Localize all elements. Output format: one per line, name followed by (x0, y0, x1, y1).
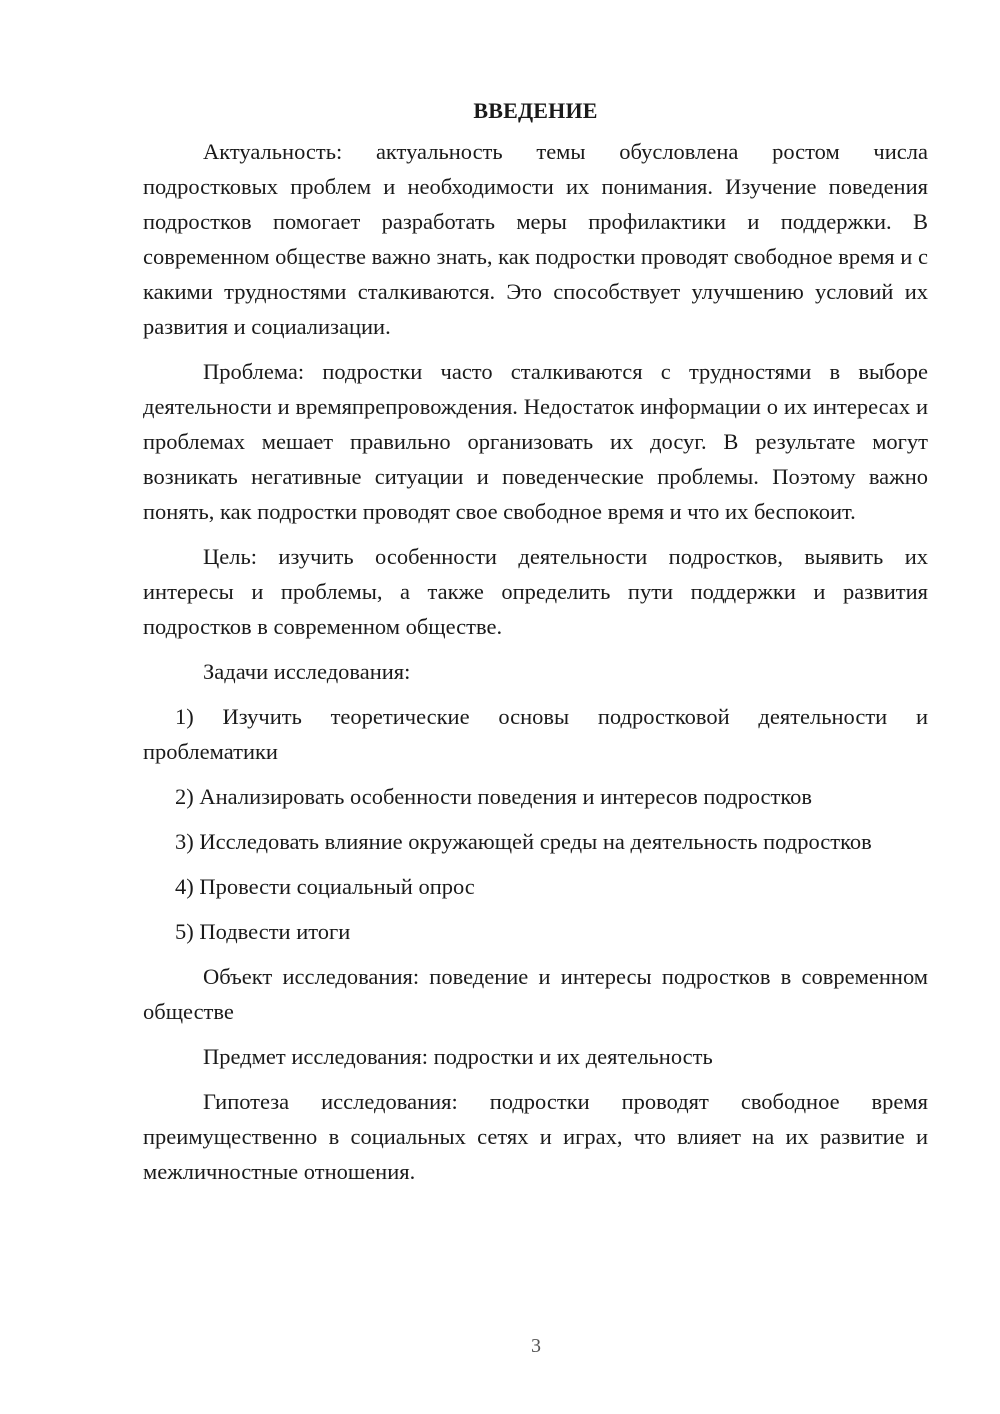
paragraph-subject: Предмет исследования: подростки и их деятельность (203, 1044, 713, 1069)
task-item-2: 2) Анализировать особенности поведения и интересов подростков (175, 784, 812, 809)
document-page (143, 93, 928, 1199)
document-title: ВВЕДЕНИЕ (473, 98, 598, 123)
tasks-heading: Задачи исследования: (203, 659, 411, 684)
task-item-1: 1) Изучить теоретические основы подростковой деятельности и проблематики (143, 704, 928, 764)
paragraph-problem: Проблема: подростки часто сталкиваются с трудностями в выборе деятельности и времяпрепровождения. Недостаток информации о их интересах и проблемах мешает правильно организовать их досуг. В результате могут возникать негативные ситуации и поведенческие проблемы. Поэтому важно понять, как подростки проводят свое свободное время и что их беспокоит. (143, 359, 928, 524)
page-number: 3 (531, 1335, 541, 1357)
task-item-5: 5) Подвести итоги (175, 919, 351, 944)
task-item-3: 3) Исследовать влияние окружающей среды на деятельность подростков (175, 829, 872, 854)
paragraph-goal: Цель: изучить особенности деятельности подростков, выявить их интересы и проблемы, а также определить пути поддержки и развития подростков в современном обществе. (143, 544, 928, 639)
paragraph-relevance: Актуальность: актуальность темы обусловлена ростом числа подростковых проблем и необходимости их понимания. Изучение поведения подростков помогает разработать меры профилактики и поддержки. В современном обществе важно знать, как подростки проводят свободное время и с какими трудностями сталкиваются. Это способствует улучшению условий их развития и социализации. (143, 139, 928, 339)
task-item-4: 4) Провести социальный опрос (175, 874, 475, 899)
paragraph-object: Объект исследования: поведение и интересы подростков в современном обществе (143, 964, 928, 1024)
paragraph-hypothesis: Гипотеза исследования: подростки проводят свободное время преимущественно в социальных сетях и играх, что влияет на их развитие и межличностные отношения. (143, 1089, 928, 1184)
